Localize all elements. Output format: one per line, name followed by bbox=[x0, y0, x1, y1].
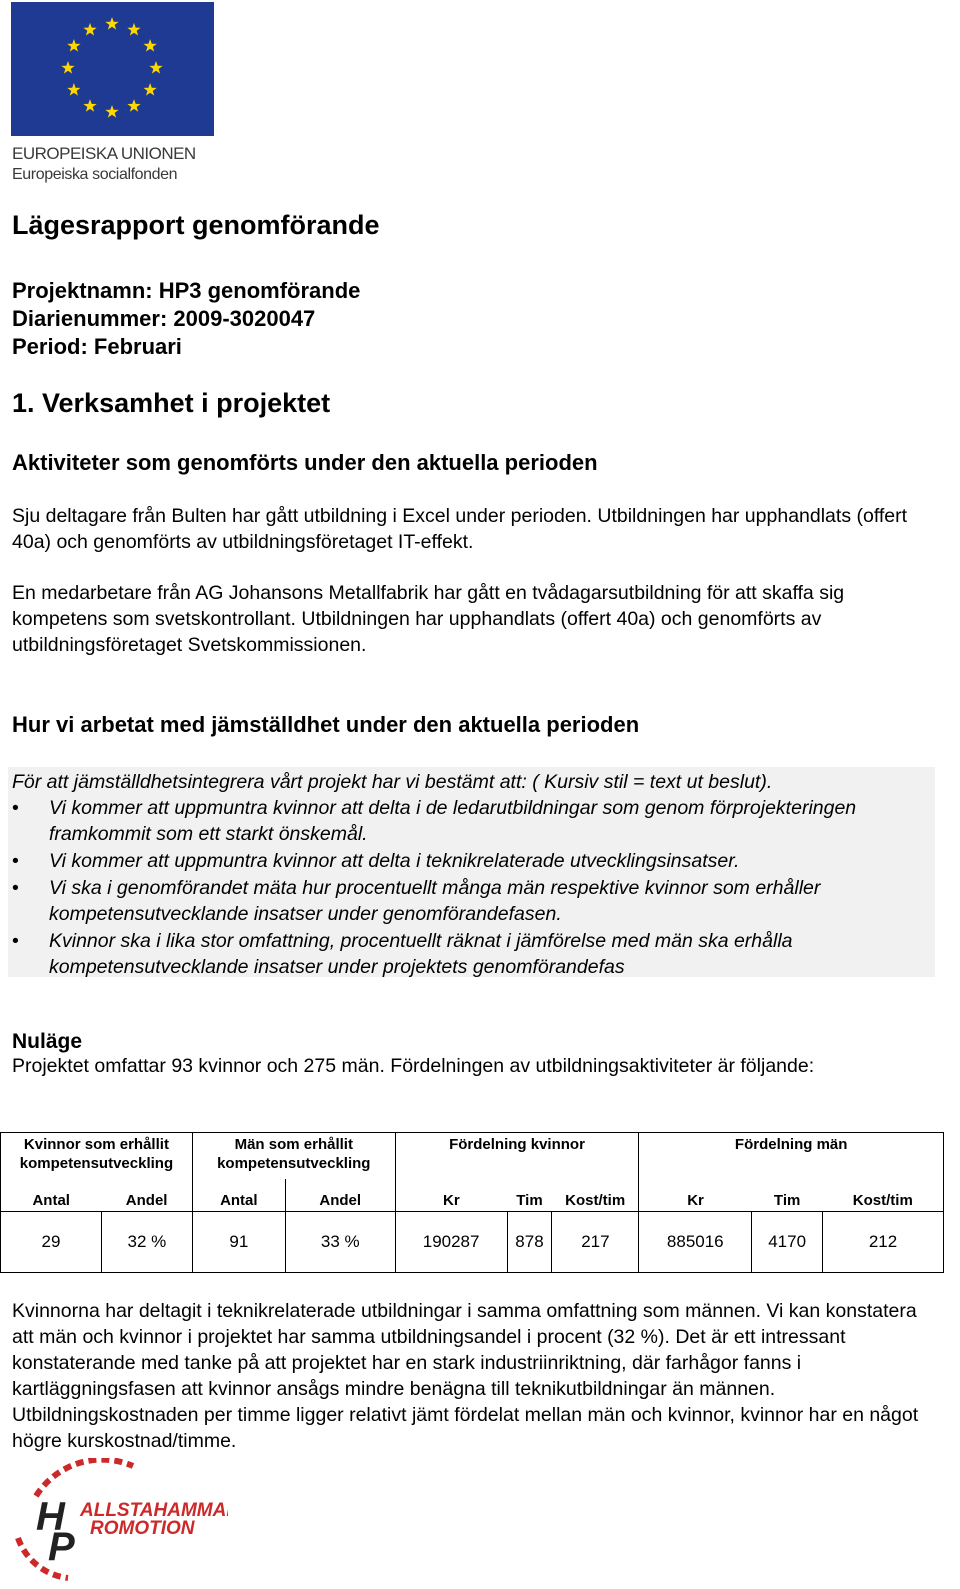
table-group-header: Fördelning kvinnor bbox=[395, 1133, 639, 1180]
bullet-icon: • bbox=[12, 850, 19, 872]
equality-heading: Hur vi arbetat med jämställdhet under den aktuella perioden bbox=[12, 712, 640, 737]
table-cell: 217 bbox=[552, 1212, 639, 1273]
activities-paragraph-2: En medarbetare från AG Johansons Metallfabrik har gått en tvådagarsutbildning för att skaffa sig kompetens som svetskontrollant. Utbildningen har upphandlats (offert 40a) och genomförts av utbildningsföretaget Svetskommissionen. bbox=[12, 582, 845, 656]
table-subheader: Kost/tim bbox=[823, 1179, 944, 1212]
hp-logo-line1: ALLSTAHAMMAR bbox=[80, 1500, 228, 1521]
table-cell: 33 % bbox=[285, 1212, 395, 1273]
eu-flag-logo bbox=[11, 2, 214, 136]
list-item: • Vi kommer att uppmuntra kvinnor att delta i de ledarutbildningar som genom förprojekteringen framkommit som ett starkt önskemål. bbox=[12, 797, 857, 845]
hp-logo-icon bbox=[8, 1458, 228, 1584]
table-subheader: Antal bbox=[1, 1179, 102, 1212]
bullet-icon: • bbox=[12, 877, 19, 899]
eu-stars-icon bbox=[11, 2, 214, 136]
table-cell: 878 bbox=[507, 1212, 552, 1273]
table-subheader: Antal bbox=[192, 1179, 285, 1212]
table-subheader: Tim bbox=[752, 1179, 823, 1212]
table-subheader: Andel bbox=[285, 1179, 395, 1212]
document-title: Lägesrapport genomförande bbox=[12, 210, 380, 240]
table-subheader: Andel bbox=[101, 1179, 192, 1212]
registration-number: Diarienummer: 2009-3020047 bbox=[12, 306, 316, 331]
activities-paragraph-1: Sju deltagare från Bulten har gått utbildning i Excel under perioden. Utbildningen har upphandlats (offert 40a) och genomförts av utbildningsföretaget IT-effekt. bbox=[12, 505, 908, 553]
activities-heading: Aktiviteter som genomförts under den aktuella perioden bbox=[12, 450, 598, 475]
project-name: Projektnamn: HP3 genomförande bbox=[12, 278, 361, 303]
table-subheader: Kost/tim bbox=[552, 1179, 639, 1212]
conclusion-paragraph: Kvinnorna har deltagit i teknikrelaterade utbildningar i samma omfattning som männen. Vi kan konstatera att män och kvinnor i projektet har samma utbildningsandel i procent (32 %). Det är ett intressant konstaterande med tanke på att projektet har en stark industriinriktning, där farhågor fanns i kartläggningsfasen att kvinnor ansågs mindre benägna till teknikutbildningar än männen. Utbildningskostnaden per timme ligger relativt jämt fördelat mellan män och kvinnor, kvinnor har en något högre kurskostnad/timme. bbox=[12, 1300, 919, 1452]
bullet-icon: • bbox=[12, 930, 19, 952]
eu-logo-line2: Europeiska socialfonden bbox=[12, 166, 178, 183]
table-cell: 4170 bbox=[752, 1212, 823, 1273]
section-heading: 1. Verksamhet i projektet bbox=[12, 388, 331, 418]
table-cell: 190287 bbox=[395, 1212, 507, 1273]
hp-logo-line2: ROMOTION bbox=[90, 1518, 195, 1539]
table-cell: 212 bbox=[823, 1212, 944, 1273]
table-group-header: Kvinnor som erhållit kompetensutveckling bbox=[1, 1133, 193, 1180]
table-group-header: Män som erhållit kompetensutveckling bbox=[192, 1133, 395, 1180]
period: Period: Februari bbox=[12, 334, 182, 359]
table-cell: 91 bbox=[192, 1212, 285, 1273]
bullet-icon: • bbox=[12, 797, 19, 819]
list-item: • Vi ska i genomförandet mäta hur procentuellt många män respektive kvinnor som erhåller kompetensutvecklande insatser under genomförandefasen. bbox=[12, 877, 821, 925]
eu-logo-line1: EUROPEISKA UNIONEN bbox=[12, 144, 196, 163]
equality-intro: För att jämställdhetsintegrera vårt projekt har vi bestämt att: ( Kursiv stil = text ut beslut). bbox=[12, 771, 773, 793]
status-heading: Nuläge bbox=[12, 1030, 83, 1053]
list-item: • Vi kommer att uppmuntra kvinnor att delta i teknikrelaterade utvecklingsinsatser. bbox=[12, 850, 740, 872]
table-subheader: Tim bbox=[507, 1179, 552, 1212]
table-group-header: Fördelning män bbox=[639, 1133, 944, 1180]
svg-text:H: H bbox=[36, 1495, 65, 1539]
table-subheader: Kr bbox=[639, 1179, 752, 1212]
table-cell: 29 bbox=[1, 1212, 102, 1273]
svg-text:P: P bbox=[48, 1525, 75, 1569]
distribution-table bbox=[0, 1132, 944, 1273]
list-item: • Kvinnor ska i lika stor omfattning, procentuellt räknat i jämförelse med män ska erhålla kompetensutvecklande insatser under projektets genomförandefas bbox=[12, 930, 793, 978]
status-text: Projektet omfattar 93 kvinnor och 275 män. Fördelningen av utbildningsaktiviteter är följande: bbox=[12, 1055, 815, 1077]
table-cell: 32 % bbox=[101, 1212, 192, 1273]
table-cell: 885016 bbox=[639, 1212, 752, 1273]
hallstahammar-promotion-logo bbox=[8, 1458, 228, 1584]
table-subheader: Kr bbox=[395, 1179, 507, 1212]
equality-list bbox=[12, 795, 937, 981]
